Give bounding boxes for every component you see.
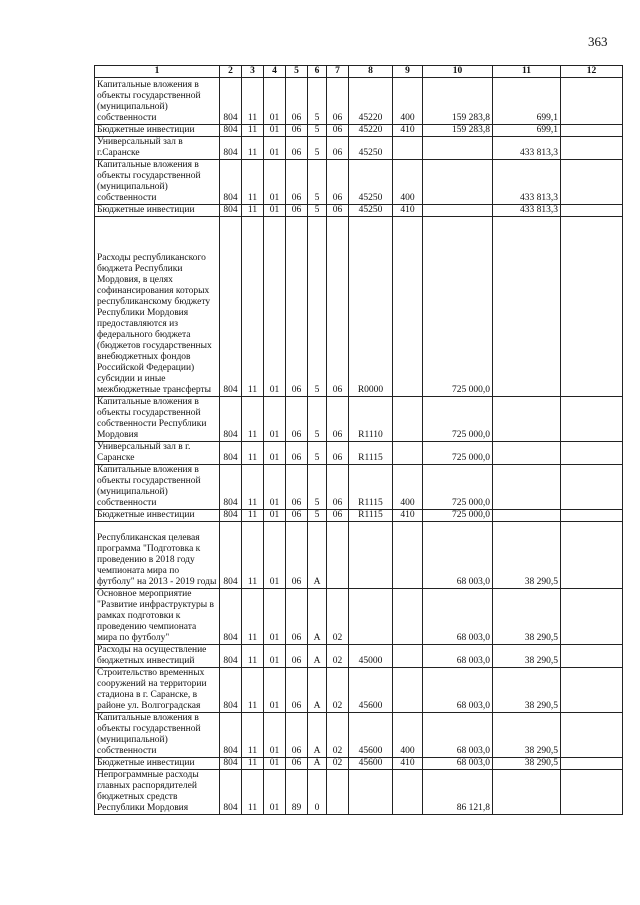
row-cell-col-3: 11 <box>242 645 264 668</box>
row-cell-col-10: 725 000,0 <box>423 442 493 465</box>
row-cell-col-5: 89 <box>286 770 308 815</box>
row-cell-col-4: 01 <box>264 645 286 668</box>
table-row <box>95 465 623 510</box>
column-header-4: 4 <box>264 66 286 78</box>
row-cell-col-9 <box>393 645 423 668</box>
row-cell-col-10: 725 000,0 <box>423 397 493 442</box>
row-cell-col-4: 01 <box>264 125 286 137</box>
row-name-cell: Универсальный зал в г. Саранске <box>95 442 220 465</box>
row-cell-col-9 <box>393 397 423 442</box>
row-cell-col-11: 433 813,3 <box>493 205 561 217</box>
row-cell-col-12 <box>561 217 623 397</box>
row-cell-col-11 <box>493 465 561 510</box>
row-cell-col-11: 38 290,5 <box>493 645 561 668</box>
row-cell-col-3: 11 <box>242 125 264 137</box>
budget-table <box>94 65 623 815</box>
row-cell-col-11: 38 290,5 <box>493 668 561 713</box>
row-cell-col-12 <box>561 160 623 205</box>
row-cell-col-9: 410 <box>393 510 423 522</box>
row-cell-col-12 <box>561 397 623 442</box>
row-cell-col-12 <box>561 645 623 668</box>
table-row <box>95 522 623 589</box>
row-cell-col-3: 11 <box>242 397 264 442</box>
row-cell-col-7: 02 <box>327 713 349 758</box>
row-cell-col-5: 06 <box>286 205 308 217</box>
column-header-1: 1 <box>95 66 220 78</box>
row-cell-col-6: 5 <box>308 160 327 205</box>
row-name-cell: Строительство временных сооружений на территории стадиона в г. Саранске, в районе ул. Волгоградская <box>95 668 220 713</box>
row-cell-col-12 <box>561 713 623 758</box>
row-cell-col-11: 699,1 <box>493 125 561 137</box>
row-cell-col-7: 02 <box>327 645 349 668</box>
row-name-cell: Непрограммные расходы главных распорядителей бюджетных средств Республики Мордовия <box>95 770 220 815</box>
row-cell-col-11 <box>493 770 561 815</box>
row-cell-col-8: 45600 <box>349 758 393 770</box>
table-row <box>95 442 623 465</box>
row-cell-col-4: 01 <box>264 137 286 160</box>
row-cell-col-3: 11 <box>242 205 264 217</box>
row-cell-col-2: 804 <box>220 770 242 815</box>
row-cell-col-12 <box>561 510 623 522</box>
row-cell-col-4: 01 <box>264 442 286 465</box>
row-cell-col-9 <box>393 770 423 815</box>
row-cell-col-11: 433 813,3 <box>493 137 561 160</box>
row-cell-col-9 <box>393 137 423 160</box>
row-cell-col-9 <box>393 442 423 465</box>
row-cell-col-6: А <box>308 713 327 758</box>
table-row <box>95 217 623 397</box>
row-cell-col-7: 06 <box>327 397 349 442</box>
row-cell-col-4: 01 <box>264 713 286 758</box>
row-cell-col-10: 725 000,0 <box>423 510 493 522</box>
row-cell-col-2: 804 <box>220 397 242 442</box>
row-cell-col-6: А <box>308 668 327 713</box>
row-name-cell: Бюджетные инвестиции <box>95 758 220 770</box>
row-cell-col-9 <box>393 522 423 589</box>
row-cell-col-6: 5 <box>308 465 327 510</box>
row-cell-col-6: 5 <box>308 205 327 217</box>
row-cell-col-8: 45250 <box>349 205 393 217</box>
row-cell-col-5: 06 <box>286 125 308 137</box>
row-cell-col-6: 5 <box>308 78 327 125</box>
row-cell-col-8: R1115 <box>349 442 393 465</box>
row-cell-col-7: 06 <box>327 442 349 465</box>
row-cell-col-12 <box>561 522 623 589</box>
row-name-cell: Универсальный зал в г.Саранске <box>95 137 220 160</box>
row-cell-col-12 <box>561 137 623 160</box>
row-cell-col-3: 11 <box>242 510 264 522</box>
page-number: 363 <box>588 34 608 49</box>
row-cell-col-5: 06 <box>286 522 308 589</box>
row-cell-col-2: 804 <box>220 160 242 205</box>
row-cell-col-5: 06 <box>286 137 308 160</box>
row-cell-col-8: R1115 <box>349 510 393 522</box>
row-cell-col-3: 11 <box>242 217 264 397</box>
row-cell-col-12 <box>561 442 623 465</box>
row-cell-col-8: 45600 <box>349 668 393 713</box>
row-cell-col-8 <box>349 589 393 645</box>
row-cell-col-10: 725 000,0 <box>423 217 493 397</box>
row-cell-col-7: 02 <box>327 668 349 713</box>
row-cell-col-3: 11 <box>242 668 264 713</box>
column-header-10: 10 <box>423 66 493 78</box>
row-name-cell: Бюджетные инвестиции <box>95 510 220 522</box>
row-cell-col-9: 410 <box>393 205 423 217</box>
row-cell-col-11: 38 290,5 <box>493 713 561 758</box>
row-cell-col-4: 01 <box>264 668 286 713</box>
row-cell-col-5: 06 <box>286 713 308 758</box>
row-cell-col-3: 11 <box>242 78 264 125</box>
row-cell-col-12 <box>561 125 623 137</box>
row-cell-col-6: 5 <box>308 217 327 397</box>
table-body <box>95 78 623 815</box>
row-cell-col-9: 400 <box>393 160 423 205</box>
row-cell-col-4: 01 <box>264 397 286 442</box>
row-name-cell: Капитальные вложения в объекты государственной (муниципальной) собственности <box>95 160 220 205</box>
row-cell-col-12 <box>561 465 623 510</box>
row-cell-col-11 <box>493 442 561 465</box>
row-cell-col-6: 5 <box>308 510 327 522</box>
row-cell-col-8: 45250 <box>349 137 393 160</box>
row-cell-col-4: 01 <box>264 589 286 645</box>
row-cell-col-2: 804 <box>220 589 242 645</box>
row-cell-col-10 <box>423 137 493 160</box>
row-cell-col-8: R1110 <box>349 397 393 442</box>
row-cell-col-3: 11 <box>242 758 264 770</box>
row-cell-col-10: 68 003,0 <box>423 668 493 713</box>
row-cell-col-5: 06 <box>286 78 308 125</box>
row-cell-col-7: 06 <box>327 160 349 205</box>
row-cell-col-8: R1115 <box>349 465 393 510</box>
row-cell-col-7: 02 <box>327 589 349 645</box>
row-cell-col-10: 725 000,0 <box>423 465 493 510</box>
row-cell-col-6: 5 <box>308 125 327 137</box>
table-row <box>95 397 623 442</box>
row-cell-col-11: 699,1 <box>493 78 561 125</box>
row-cell-col-3: 11 <box>242 770 264 815</box>
row-cell-col-8 <box>349 522 393 589</box>
row-cell-col-2: 804 <box>220 522 242 589</box>
row-cell-col-12 <box>561 78 623 125</box>
row-cell-col-3: 11 <box>242 160 264 205</box>
table-row <box>95 770 623 815</box>
row-name-cell: Капитальные вложения в объекты государственной (муниципальной) собственности <box>95 465 220 510</box>
row-cell-col-5: 06 <box>286 645 308 668</box>
row-cell-col-2: 804 <box>220 713 242 758</box>
row-cell-col-6: 5 <box>308 397 327 442</box>
row-cell-col-2: 804 <box>220 137 242 160</box>
row-cell-col-9: 400 <box>393 465 423 510</box>
table-row <box>95 645 623 668</box>
header-row <box>95 66 623 78</box>
row-cell-col-8 <box>349 770 393 815</box>
row-cell-col-10: 68 003,0 <box>423 645 493 668</box>
row-cell-col-7 <box>327 522 349 589</box>
row-cell-col-11: 38 290,5 <box>493 522 561 589</box>
row-name-cell: Основное мероприятие "Развитие инфраструктуры в рамках подготовки к проведению чемпионата мира по футболу" <box>95 589 220 645</box>
row-cell-col-2: 804 <box>220 78 242 125</box>
row-cell-col-12 <box>561 205 623 217</box>
row-cell-col-5: 06 <box>286 758 308 770</box>
row-cell-col-2: 804 <box>220 510 242 522</box>
row-cell-col-5: 06 <box>286 442 308 465</box>
row-cell-col-11: 38 290,5 <box>493 758 561 770</box>
row-cell-col-9 <box>393 589 423 645</box>
row-cell-col-7: 06 <box>327 510 349 522</box>
row-cell-col-5: 06 <box>286 160 308 205</box>
row-cell-col-6: 0 <box>308 770 327 815</box>
column-header-3: 3 <box>242 66 264 78</box>
row-cell-col-6: А <box>308 589 327 645</box>
row-cell-col-3: 11 <box>242 442 264 465</box>
row-cell-col-2: 804 <box>220 465 242 510</box>
row-name-cell: Бюджетные инвестиции <box>95 205 220 217</box>
row-cell-col-10: 68 003,0 <box>423 758 493 770</box>
row-cell-col-2: 804 <box>220 645 242 668</box>
row-cell-col-2: 804 <box>220 668 242 713</box>
row-cell-col-4: 01 <box>264 758 286 770</box>
row-name-cell: Бюджетные инвестиции <box>95 125 220 137</box>
row-cell-col-7: 06 <box>327 217 349 397</box>
row-cell-col-9 <box>393 668 423 713</box>
row-cell-col-7 <box>327 770 349 815</box>
row-cell-col-10: 68 003,0 <box>423 589 493 645</box>
row-cell-col-5: 06 <box>286 217 308 397</box>
row-cell-col-5: 06 <box>286 510 308 522</box>
table-row <box>95 510 623 522</box>
row-cell-col-5: 06 <box>286 465 308 510</box>
row-cell-col-6: А <box>308 758 327 770</box>
table-row <box>95 668 623 713</box>
row-cell-col-3: 11 <box>242 522 264 589</box>
row-cell-col-6: 5 <box>308 442 327 465</box>
column-header-9: 9 <box>393 66 423 78</box>
row-cell-col-9: 400 <box>393 713 423 758</box>
row-cell-col-9: 400 <box>393 78 423 125</box>
row-cell-col-11: 433 813,3 <box>493 160 561 205</box>
row-cell-col-10 <box>423 205 493 217</box>
row-cell-col-7: 02 <box>327 758 349 770</box>
row-cell-col-2: 804 <box>220 125 242 137</box>
row-cell-col-11 <box>493 510 561 522</box>
column-header-12: 12 <box>561 66 623 78</box>
row-cell-col-10: 159 283,8 <box>423 78 493 125</box>
row-cell-col-10: 86 121,8 <box>423 770 493 815</box>
column-header-7: 7 <box>327 66 349 78</box>
row-cell-col-9 <box>393 217 423 397</box>
row-cell-col-8: 45220 <box>349 78 393 125</box>
row-name-cell: Расходы на осуществление бюджетных инвестиций <box>95 645 220 668</box>
row-cell-col-4: 01 <box>264 205 286 217</box>
row-cell-col-4: 01 <box>264 78 286 125</box>
row-cell-col-4: 01 <box>264 510 286 522</box>
row-cell-col-7: 06 <box>327 137 349 160</box>
column-header-8: 8 <box>349 66 393 78</box>
column-header-6: 6 <box>308 66 327 78</box>
row-cell-col-5: 06 <box>286 589 308 645</box>
row-cell-col-2: 804 <box>220 217 242 397</box>
row-name-cell: Расходы республиканского бюджета Республики Мордовия, в целях софинансирования которых республиканскому бюджету Республики Мордовия предоставляются из федерального бюджета (бюджетов государственных внебюджетных фондов Российской Федерации) субсидии и иные межбюджетные трансферты <box>95 217 220 397</box>
row-cell-col-11: 38 290,5 <box>493 589 561 645</box>
row-cell-col-9: 410 <box>393 125 423 137</box>
table-row <box>95 125 623 137</box>
column-header-5: 5 <box>286 66 308 78</box>
row-cell-col-7: 06 <box>327 78 349 125</box>
table-row <box>95 78 623 125</box>
table-row <box>95 137 623 160</box>
table-row <box>95 713 623 758</box>
table-row <box>95 205 623 217</box>
table-row <box>95 589 623 645</box>
row-cell-col-12 <box>561 770 623 815</box>
row-cell-col-7: 06 <box>327 205 349 217</box>
table-row <box>95 160 623 205</box>
column-header-2: 2 <box>220 66 242 78</box>
row-cell-col-3: 11 <box>242 465 264 510</box>
row-cell-col-8: 45250 <box>349 160 393 205</box>
row-cell-col-7: 06 <box>327 465 349 510</box>
row-cell-col-3: 11 <box>242 713 264 758</box>
row-cell-col-6: 5 <box>308 137 327 160</box>
row-cell-col-4: 01 <box>264 160 286 205</box>
row-cell-col-2: 804 <box>220 205 242 217</box>
row-cell-col-10: 68 003,0 <box>423 713 493 758</box>
row-cell-col-4: 01 <box>264 465 286 510</box>
row-cell-col-3: 11 <box>242 589 264 645</box>
row-cell-col-10: 159 283,8 <box>423 125 493 137</box>
row-name-cell: Капитальные вложения в объекты государственной собственности Республики Мордовия <box>95 397 220 442</box>
row-cell-col-8: 45600 <box>349 713 393 758</box>
row-cell-col-6: А <box>308 645 327 668</box>
row-cell-col-3: 11 <box>242 137 264 160</box>
row-cell-col-8: 45000 <box>349 645 393 668</box>
table-row <box>95 758 623 770</box>
row-cell-col-8: R0000 <box>349 217 393 397</box>
row-name-cell: Капитальные вложения в объекты государственной (муниципальной) собственности <box>95 713 220 758</box>
row-cell-col-11 <box>493 397 561 442</box>
row-cell-col-12 <box>561 668 623 713</box>
row-cell-col-9: 410 <box>393 758 423 770</box>
row-cell-col-10: 68 003,0 <box>423 522 493 589</box>
row-cell-col-11 <box>493 217 561 397</box>
row-cell-col-2: 804 <box>220 442 242 465</box>
row-cell-col-5: 06 <box>286 668 308 713</box>
row-cell-col-4: 01 <box>264 770 286 815</box>
row-cell-col-8: 45220 <box>349 125 393 137</box>
row-cell-col-12 <box>561 589 623 645</box>
row-cell-col-6: А <box>308 522 327 589</box>
row-cell-col-12 <box>561 758 623 770</box>
row-cell-col-5: 06 <box>286 397 308 442</box>
row-cell-col-2: 804 <box>220 758 242 770</box>
row-cell-col-4: 01 <box>264 522 286 589</box>
row-cell-col-10 <box>423 160 493 205</box>
row-name-cell: Республиканская целевая программа "Подготовка к проведению в 2018 году чемпионата мира по футболу" на 2013 - 2019 годы <box>95 522 220 589</box>
row-cell-col-7: 06 <box>327 125 349 137</box>
row-name-cell: Капитальные вложения в объекты государственной (муниципальной) собственности <box>95 78 220 125</box>
column-header-11: 11 <box>493 66 561 78</box>
row-cell-col-4: 01 <box>264 217 286 397</box>
